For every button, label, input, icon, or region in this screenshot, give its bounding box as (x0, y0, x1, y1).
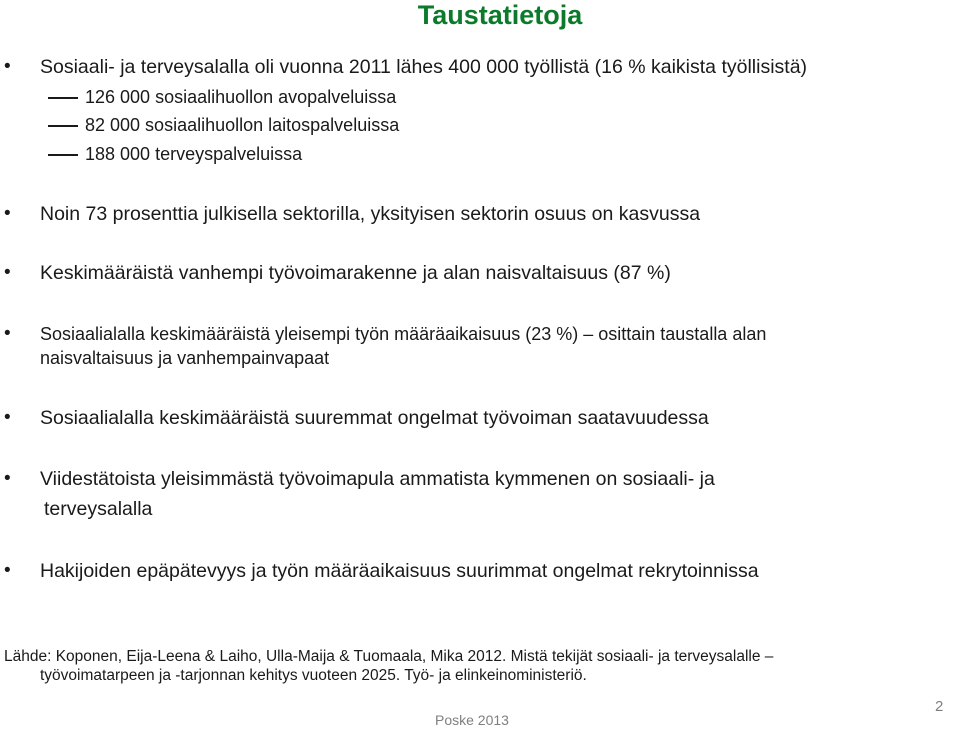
bullet-text: Viidestätoista yleisimmästä työvoimapula ammatista kymmenen on sosiaali- ja (40, 468, 715, 490)
page-number: 2 (935, 698, 944, 715)
bullet-text: Noin 73 prosenttia julkisella sektorilla, yksityisen sektorin osuus on kasvussa (40, 203, 701, 225)
source-line: Lähde: Koponen, Eija-Leena & Laiho, Ulla-Maija & Tuomaala, Mika 2012. Mistä tekijät sosiaali- ja terveysalalle – (4, 648, 774, 665)
dash-marker (48, 125, 78, 127)
bullet-text-continued: terveysalalla (44, 498, 153, 520)
bullet-text: Sosiaalialalla keskimääräistä yleisempi työn määräaikaisuus (23 %) – osittain taustalla alan (40, 324, 767, 344)
bullet-text: Sosiaali- ja terveysalalla oli vuonna 2011 lähes 400 000 työllistä (16 % kaikista työllisistä) (40, 56, 808, 78)
dash-marker (48, 97, 78, 99)
dash-marker (48, 154, 78, 156)
bullet-dot: • (4, 407, 11, 428)
bullet-dot: • (4, 56, 11, 77)
bullet-text: Keskimääräistä vanhempi työvoimarakenne ja alan naisvaltaisuus (87 %) (40, 262, 671, 284)
bullet-text-continued: naisvaltaisuus ja vanhempainvapaat (40, 348, 330, 368)
bullet-dot: • (4, 262, 11, 283)
sub-item-text: 82 000 sosiaalihuollon laitospalveluissa (85, 115, 400, 135)
bullet-text: Hakijoiden epäpätevyys ja työn määräaikaisuus suurimmat ongelmat rekrytoinnissa (40, 560, 759, 582)
sub-item-text: 126 000 sosiaalihuollon avopalveluissa (85, 87, 397, 107)
source-line: työvoimatarpeen ja -tarjonnan kehitys vuoteen 2025. Työ- ja elinkeinoministeriö. (40, 667, 587, 684)
footer-text: Poske 2013 (435, 712, 509, 728)
bullet-dot: • (4, 323, 11, 344)
bullet-text: Sosiaalialalla keskimääräistä suuremmat ongelmat työvoiman saatavuudessa (40, 407, 709, 429)
bullet-dot: • (4, 468, 11, 489)
slide-title: Taustatietoja (417, 0, 583, 30)
bullet-dot: • (4, 560, 11, 581)
bullet-dot: • (4, 203, 11, 224)
sub-item-text: 188 000 terveyspalveluissa (85, 144, 303, 164)
